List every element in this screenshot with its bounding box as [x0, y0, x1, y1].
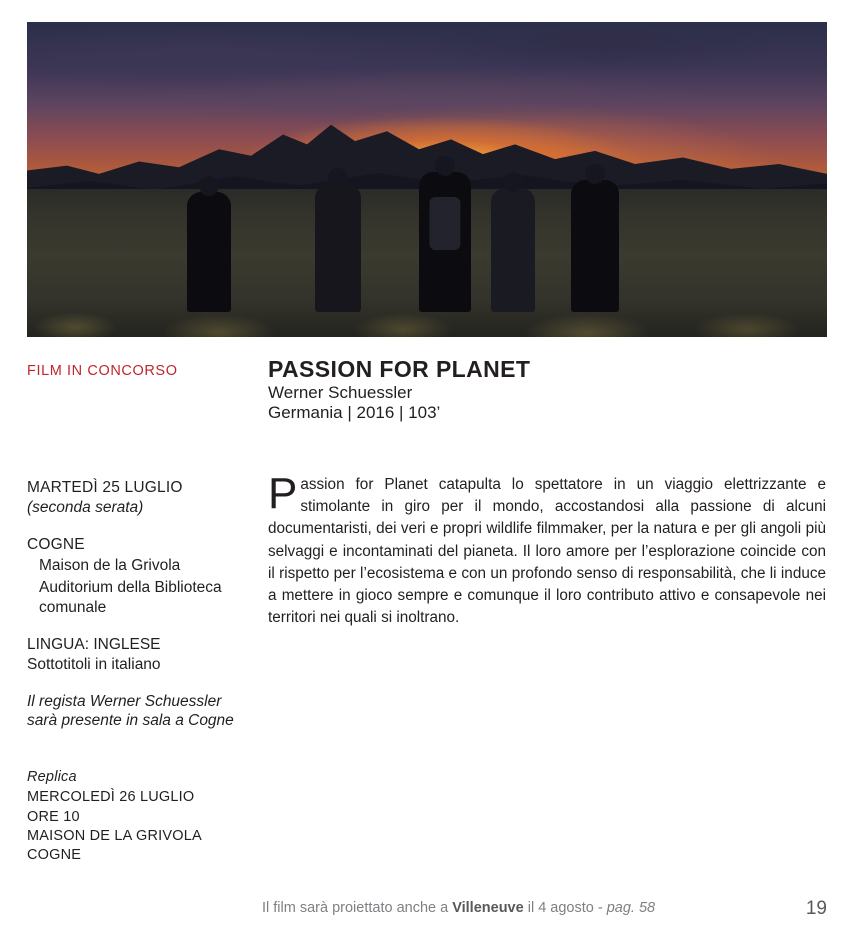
- film-director: Werner Schuessler: [268, 383, 413, 402]
- screening-venue-2: Auditorium della Biblioteca comunale: [39, 579, 222, 617]
- footer-note-page-ref: pag. 58: [606, 900, 656, 916]
- photo-person-silhouette: [187, 192, 231, 312]
- replica-time: ORE 10: [27, 808, 80, 825]
- screening-venue-1: Maison de la Grivola: [39, 557, 181, 575]
- replica-venue: MAISON DE LA GRIVOLA: [27, 827, 202, 844]
- screening-venue-block: [27, 535, 243, 618]
- screening-date: MARTEDÌ 25 LUGLIO: [27, 479, 183, 496]
- screening-language: LINGUA: INGLESE: [27, 635, 161, 653]
- screening-details: [27, 478, 243, 747]
- film-title: PASSION FOR PLANET: [268, 356, 531, 382]
- synopsis-text: assion for Planet catapulta lo spettatore in un viaggio elettrizzante e stimolante in giro per il mondo, accostandosi alla passione di alcuni documentaristi, dei veri e propri wildlife filmmaker, per la natura e per gli angoli più selvaggi e incontaminati del pianeta. Il loro amore per l’esplorazione coincide con il rispetto per l’ecosistema e con un profondo senso di responsabilità, che li induce a mettere in gioco sempre e comunque il loro contributo attivo e consapevole nei territori nei quali si inoltrano.: [268, 476, 826, 627]
- screening-date-block: [27, 478, 243, 518]
- screening-city: COGNE: [27, 535, 85, 553]
- photo-person-silhouette: [571, 180, 619, 312]
- replica-date: MERCOLEDÌ 26 LUGLIO: [27, 789, 195, 806]
- guest-note-line-1: Il regista Werner Schuessler: [27, 692, 222, 710]
- section-label: FILM IN CONCORSO: [27, 363, 178, 379]
- film-still-photo: [27, 22, 827, 337]
- screening-date-note: (seconda serata): [27, 498, 144, 516]
- replica-label: Replica: [27, 769, 77, 785]
- footer-note-pre: Il film sarà proiettato anche a: [262, 900, 453, 916]
- footer-note-place: Villeneuve: [452, 900, 524, 916]
- replica-block: [27, 768, 257, 865]
- photo-backpack: [429, 197, 460, 250]
- screening-language-block: [27, 635, 243, 675]
- replica-city: COGNE: [27, 847, 82, 864]
- screening-guest-note: [27, 692, 243, 731]
- synopsis-dropcap: P: [268, 469, 298, 518]
- photo-person-silhouette: [315, 184, 361, 312]
- footer-note: [262, 900, 762, 916]
- page-footer: [0, 900, 854, 924]
- guest-note-line-2: sarà presente in sala a Cogne: [27, 712, 234, 729]
- film-synopsis: [268, 469, 826, 629]
- photo-person-silhouette: [491, 188, 535, 312]
- photo-clouds: [27, 22, 827, 148]
- page-number: 19: [805, 898, 827, 919]
- screening-subtitles: Sottotitoli in italiano: [27, 655, 161, 673]
- photo-person-silhouette: [419, 172, 471, 312]
- film-meta: Germania | 2016 | 103’: [268, 403, 441, 422]
- footer-note-mid: il 4 agosto -: [523, 900, 607, 916]
